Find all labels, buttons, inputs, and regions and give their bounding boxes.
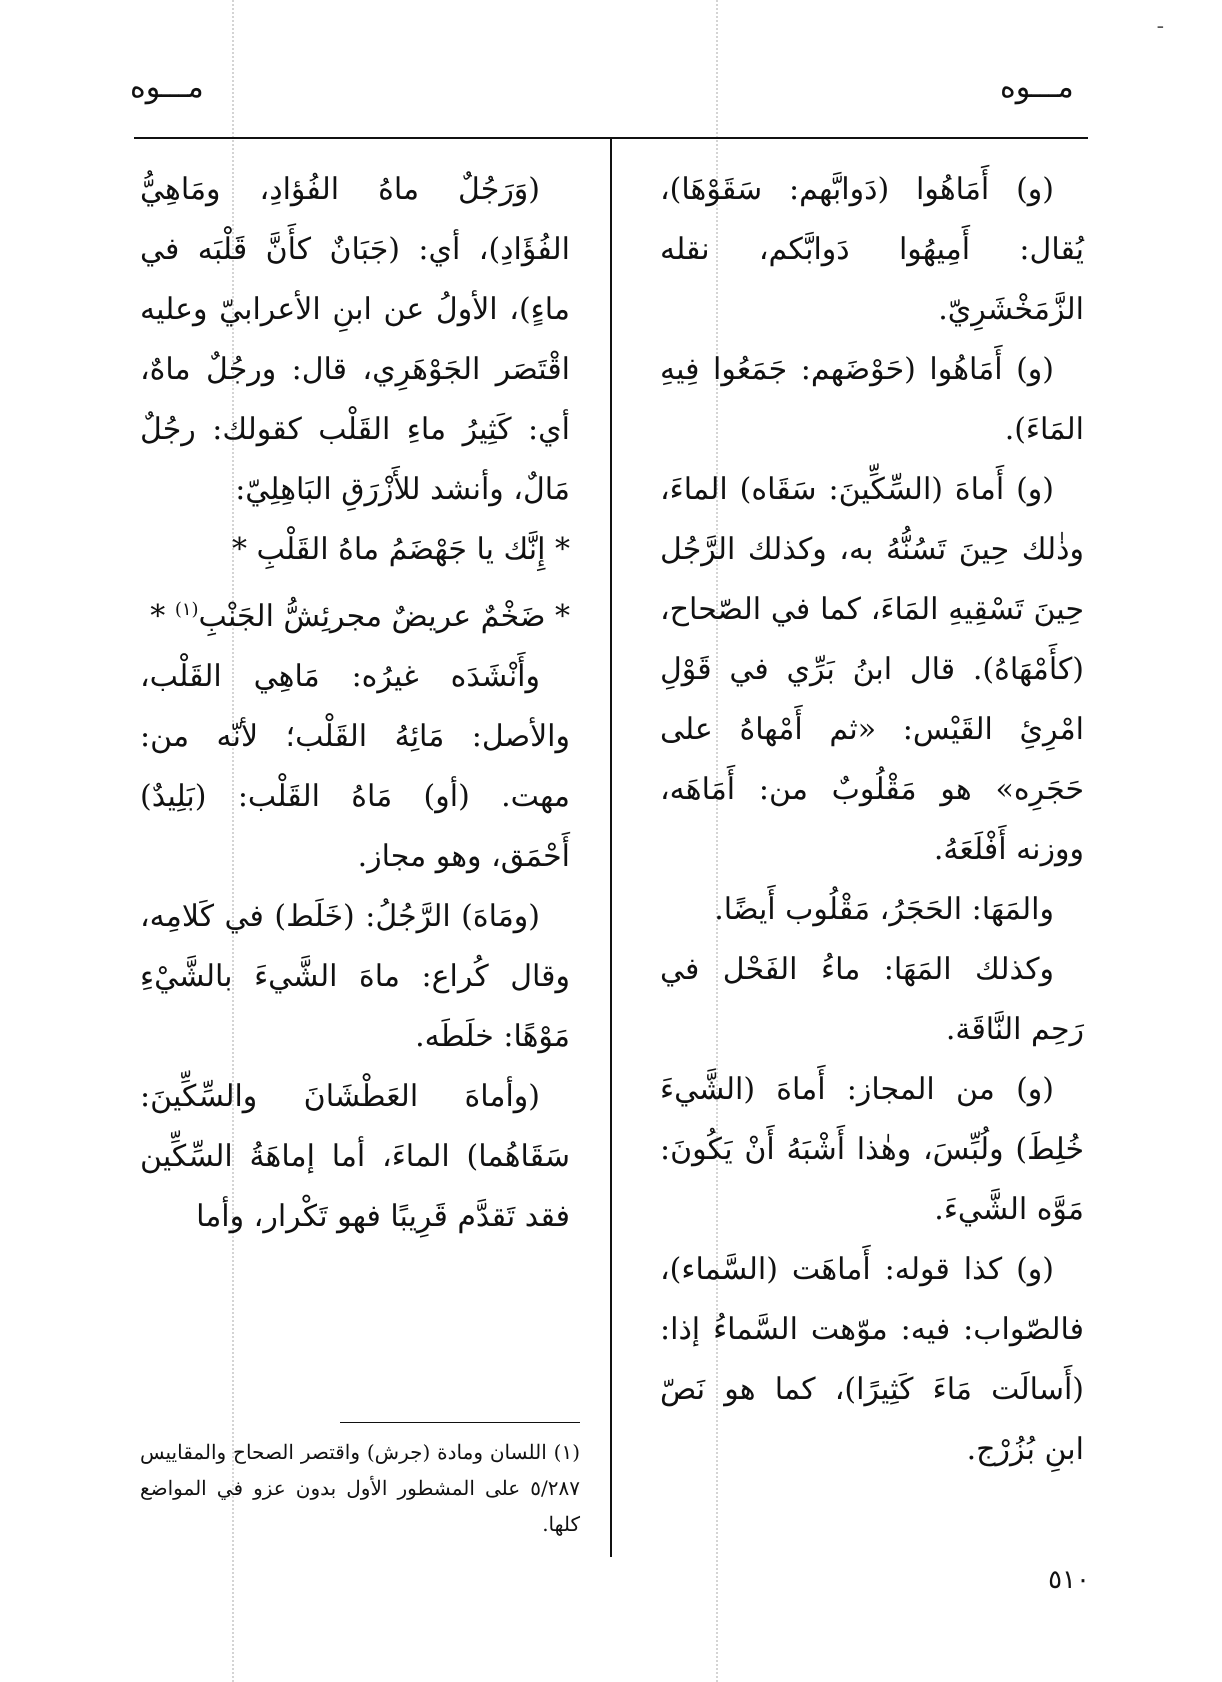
entry-paragraph: (و) أَمَاهُوا (دَوابَّهم: سَقَوْهَا)، يُقال: أَمِيهُوا دَوابَّكم، نقله الزَّمَخْشَرِيّ.	[660, 172, 1084, 327]
entry-paragraph: (و) أَماهَ (السِّكِّينَ: سَقَاه) الماءَ، وذٰلك حِينَ تَسُنُّهُ به، وكذلك الرَّجُل حِينَ تَسْقِيهِ المَاءَ، كما في الصّحاح، (كأَمْهَاهُ). قال ابنُ بَرِّي في قَوْلِ امْرِئِ القَيْس: «ثم أَمْهاهُ على حَجَرِه» هو مَقْلُوبٌ من: أَمَاهَه، ووزنه أَفْلَعَهُ.	[660, 472, 1084, 867]
header-root-word-right: مـــوه	[1000, 70, 1074, 105]
entry-paragraph: والمَهَا: الحَجَرُ، مَقْلُوب أَيضًا.	[714, 892, 1054, 927]
footnote-reference[interactable]: (١)	[174, 599, 199, 620]
entry-paragraph: (و) أَمَاهُوا (حَوْضَهم: جَمَعُوا فِيهِ المَاءَ).	[660, 352, 1084, 447]
entry-paragraph: (و) كذا قوله: أَماهَت (السَّماء)، فالصّواب: فيه: موّهت السَّماءُ إذا: (أَسالَت مَاءَ كَثِيرًا)، كما هو نَصّ ابنِ بُزُرْج.	[660, 1252, 1084, 1467]
footnote-text: (١) اللسان ومادة (جرش) واقتصر الصحاح والمقاييس ٥/٢٨٧ على المشطور الأول بدون عزو في المواضع كلها.	[140, 1440, 580, 1536]
page-number: ٥١٠	[1048, 1565, 1090, 1595]
corner-mark: -	[1156, 14, 1164, 39]
entry-paragraph: (وأماهَ العَطْشَانَ والسِّكِّينَ: سَقَاهُما) الماءَ، أما إماهَةُ السِّكِّين فقد تَقدَّم قَرِيبًا فهو تَكْرار، وأما	[140, 1079, 570, 1234]
entry-paragraph: وأَنْشَدَه غيرُه: مَاهِي القَلْب، والأصل: مَائِهُ القَلْب؛ لأنّه من: مهت. (أو) مَاهُ القَلْب: (بَلِيدٌ) أَحْمَق، وهو مجاز.	[140, 659, 570, 874]
entry-paragraph: (وَرَجُلٌ ماهُ الفُؤادِ، ومَاهِيُّ الفُؤَادِ)، أي: (جَبَانٌ كأَنَّ قَلْبَه في ماءٍ)، الأولُ عن ابنِ الأعرابيّ وعليه اقْتَصَر الجَوْهَرِي، قال: ورجُلٌ ماهٌ، أي: كَثِيرُ ماءِ القَلْب كقولك: رجُلٌ مَالٌ، وأنشد للأَزْرَقِ البَاهِلِيّ:	[140, 172, 570, 507]
right-column	[660, 160, 1084, 1480]
header-root-word-left: مـــوه	[130, 70, 204, 105]
poem-verse-text: * ضَخْمٌ عريضٌ مجرئِشُّ الجَنْبِ	[198, 599, 570, 634]
left-column	[140, 160, 570, 1247]
entry-paragraph: (ومَاهَ) الرَّجُلُ: (خَلَط) في كَلامِه، وقال كُراع: ماهَ الشَّيءَ بالشَّيْءِ مَوْهًا: خلَطَه.	[140, 899, 570, 1054]
column-divider	[610, 137, 612, 1557]
entry-paragraph: وكذلك المَهَا: ماءُ الفَحْل في رَحِم النَّاقَة.	[660, 952, 1084, 1047]
entry-paragraph: (و) من المجاز: أَماهَ (الشَّيءَ خُلِطَ) ولُبِّسَ، وهٰذا أَشْبَهُ أَنْ يَكُونَ: مَوَّه الشَّيءَ.	[660, 1072, 1084, 1227]
footnote	[140, 1434, 580, 1542]
poem-verse: * إِنَّك يا جَهْضَمُ ماهُ القَلْبِ *	[232, 532, 570, 567]
poem-verse	[140, 580, 570, 647]
poem-verse-end: *	[150, 599, 175, 634]
footnote-rule	[340, 1422, 580, 1423]
